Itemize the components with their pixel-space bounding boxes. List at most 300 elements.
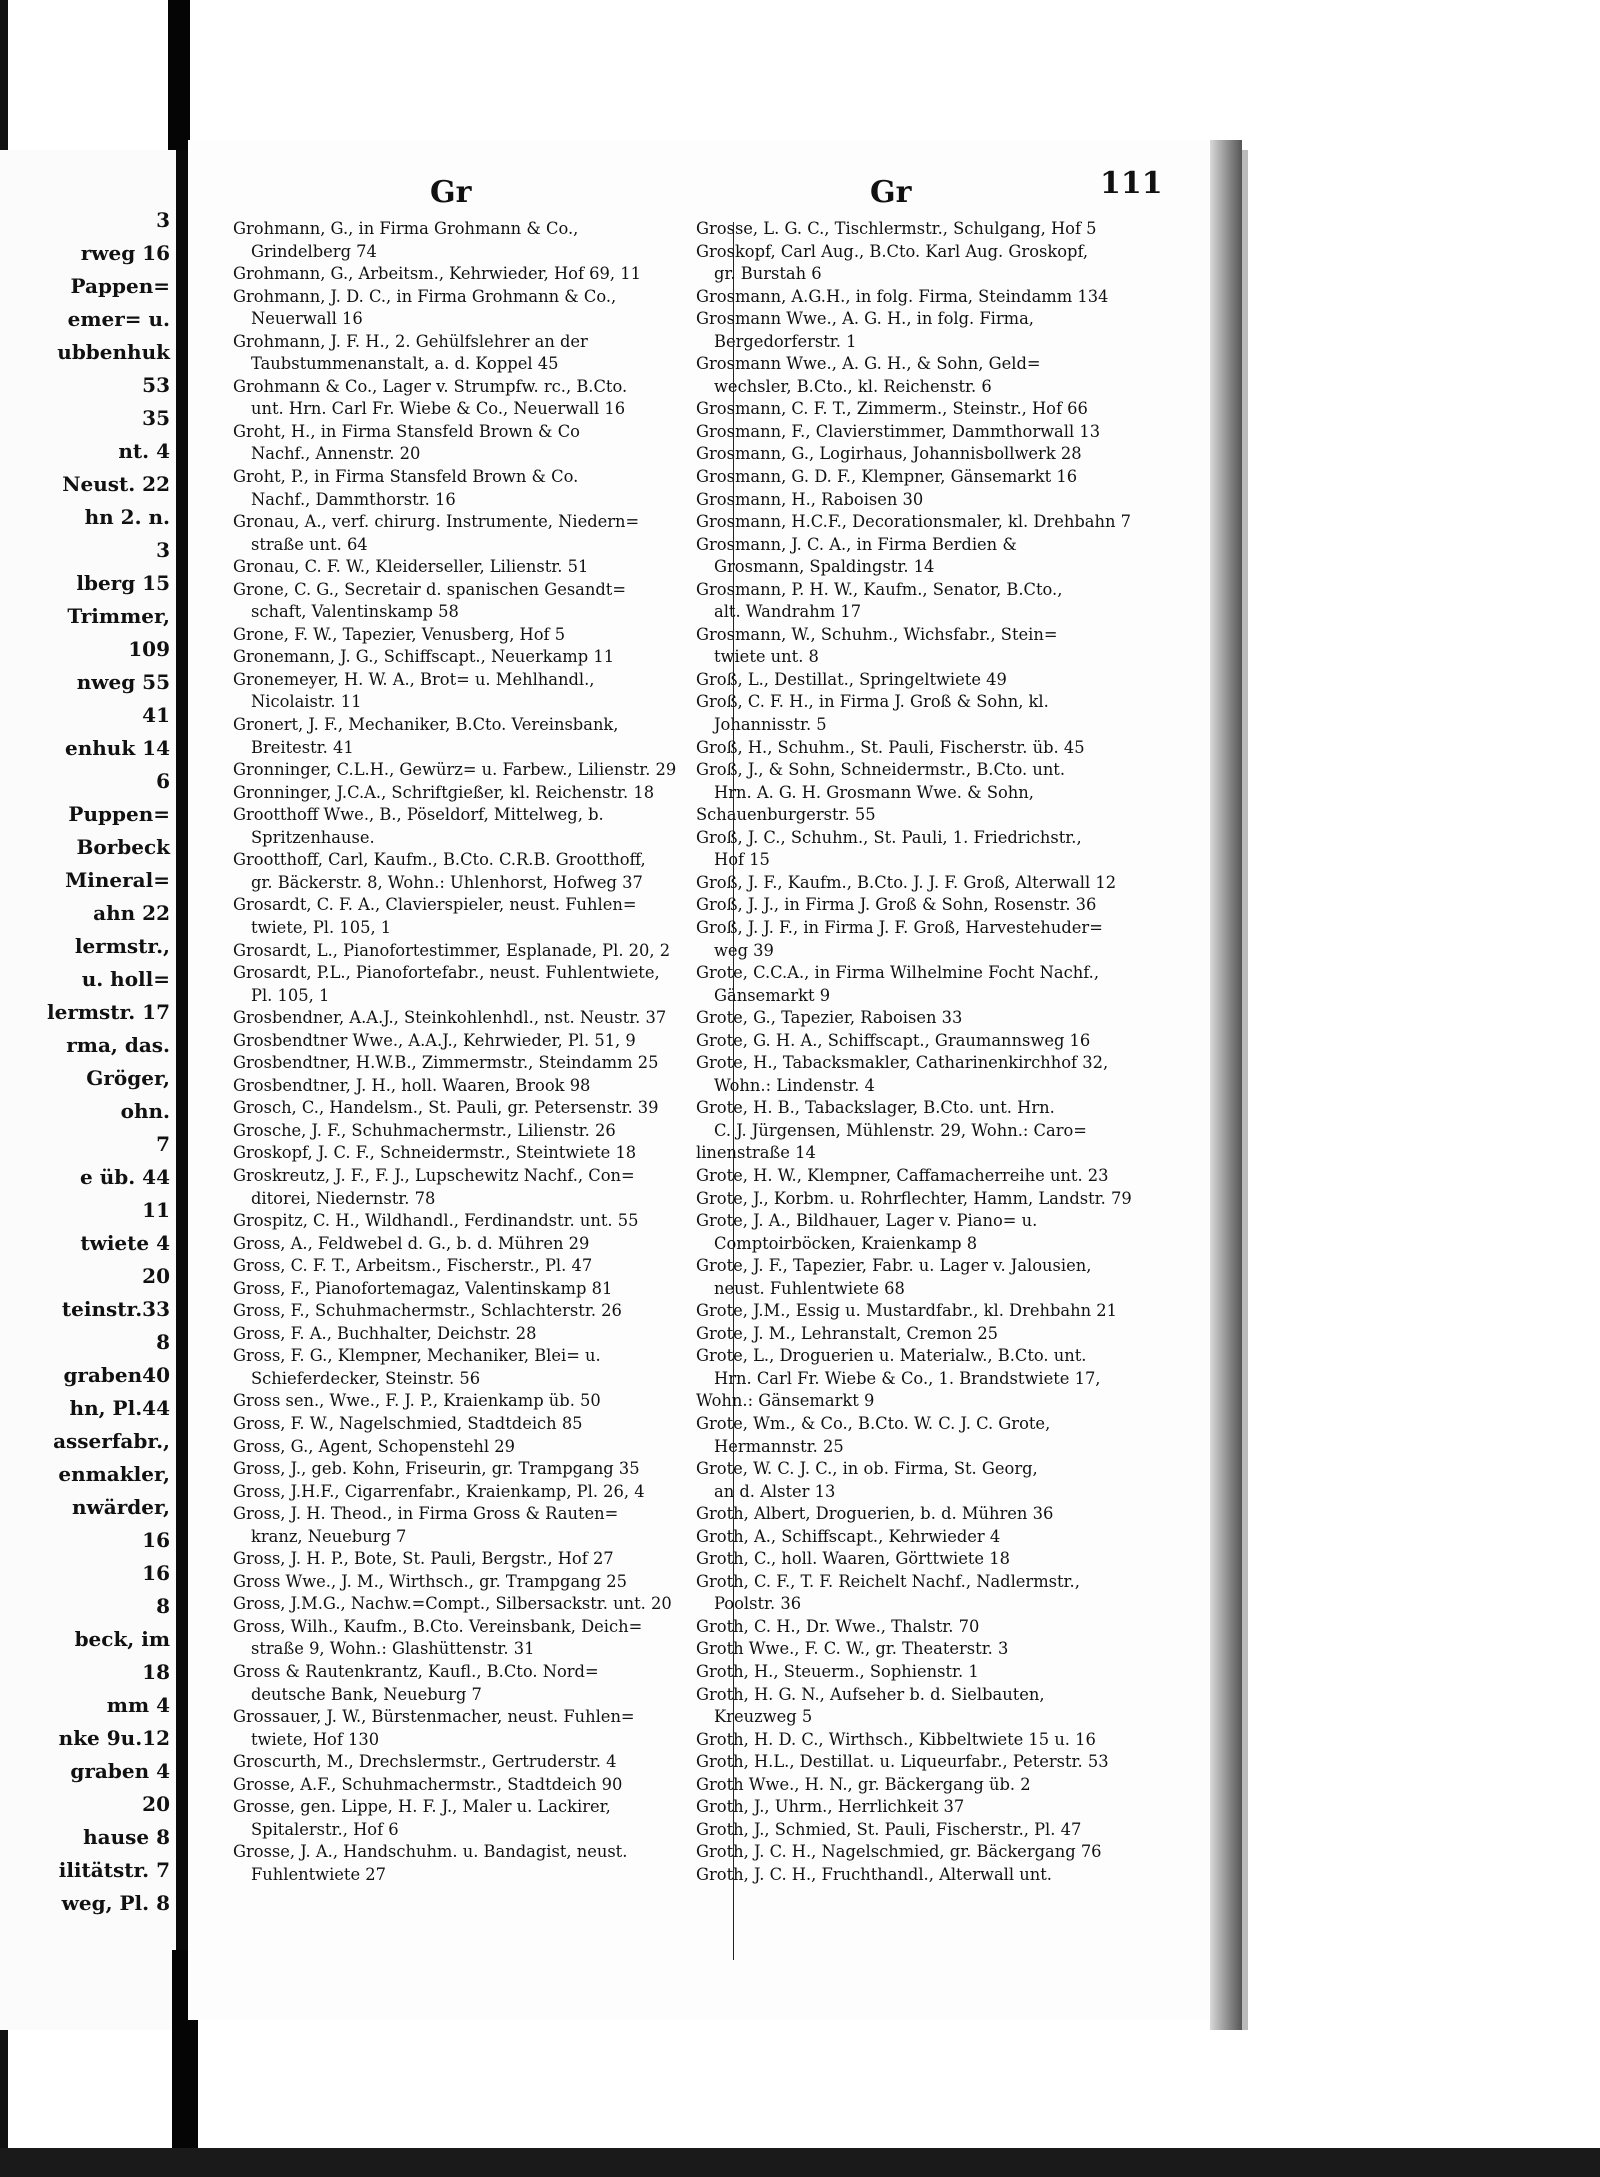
directory-entry bbox=[696, 1616, 1170, 1639]
directory-entry bbox=[696, 669, 1170, 692]
facing-page-text: lermstr. 17 bbox=[47, 1000, 170, 1024]
directory-entry bbox=[696, 1774, 1170, 1797]
directory-entry bbox=[696, 421, 1170, 444]
entry-continuation: Taubstummenanstalt, a. d. Koppel 45 bbox=[251, 354, 559, 374]
entry-line: Grosbendtner, J. H., holl. Waaren, Brook 98 bbox=[233, 1075, 591, 1095]
directory-entry bbox=[233, 1706, 733, 1751]
directory-entry bbox=[696, 1210, 1170, 1255]
directory-entry bbox=[233, 1436, 733, 1459]
entry-line: Grote, C.C.A., in Firma Wilhelmine Focht Nachf., bbox=[696, 963, 1099, 983]
facing-page-text: lberg 15 bbox=[76, 571, 170, 595]
facing-page-text: 41 bbox=[142, 703, 170, 727]
entry-line: Grosch, C., Handelsm., St. Pauli, gr. Petersenstr. 39 bbox=[233, 1098, 659, 1118]
entry-continuation: Schieferdecker, Steinstr. 56 bbox=[251, 1368, 481, 1388]
entry-line: Grote, H. W., Klempner, Caffamacherreihe unt. 23 bbox=[696, 1165, 1109, 1185]
directory-entry bbox=[696, 962, 1170, 1007]
directory-entry bbox=[233, 1751, 733, 1774]
entry-line: Gross & Rautenkrantz, Kaufl., B.Cto. Nord= bbox=[233, 1662, 599, 1681]
entry-line: Groskopf, Carl Aug., B.Cto. Karl Aug. Groskopf, bbox=[696, 241, 1089, 261]
directory-entry bbox=[233, 1345, 733, 1390]
entry-line: Schauenburgerstr. 55 bbox=[696, 805, 876, 825]
directory-entry bbox=[233, 782, 733, 805]
directory-entry bbox=[233, 376, 733, 421]
entry-continuation: wechsler, B.Cto., kl. Reichenstr. 6 bbox=[714, 376, 992, 396]
entry-line: Grootthoff, Carl, Kaufm., B.Cto. C.R.B. Grootthoff, bbox=[233, 850, 646, 870]
entry-line: Wohn.: Gänsemarkt 9 bbox=[696, 1391, 875, 1411]
directory-entry bbox=[696, 1571, 1170, 1616]
directory-entry bbox=[233, 263, 733, 286]
facing-page-text: Borbeck bbox=[76, 835, 170, 859]
directory-entry bbox=[233, 940, 733, 963]
directory-entry bbox=[233, 1661, 733, 1706]
entry-line: Grosmann Wwe., A. G. H., & Sohn, Geld= bbox=[696, 354, 1041, 374]
directory-entry bbox=[696, 759, 1170, 804]
facing-page-text: hn 2. n. bbox=[84, 505, 170, 529]
directory-entry bbox=[696, 827, 1170, 872]
entry-continuation: Comptoirböcken, Kraienkamp 8 bbox=[714, 1233, 978, 1253]
entry-line: Gross, J., geb. Kohn, Friseurin, gr. Trampgang 35 bbox=[233, 1459, 640, 1479]
entry-line: Gross, F. A., Buchhalter, Deichstr. 28 bbox=[233, 1323, 537, 1343]
entry-line: Groth Wwe., H. N., gr. Bäckergang üb. 2 bbox=[696, 1774, 1031, 1794]
entry-line: Grote, J., Korbm. u. Rohrflechter, Hamm, Landstr. 79 bbox=[696, 1188, 1132, 1208]
directory-entry bbox=[696, 1345, 1170, 1390]
facing-page-text: Gröger, bbox=[86, 1066, 170, 1090]
entry-continuation: schaft, Valentinskamp 58 bbox=[251, 602, 459, 622]
entry-line: Groth, H. G. N., Aufseher b. d. Sielbauten, bbox=[696, 1684, 1045, 1704]
facing-page-text: nke 9u.12 bbox=[58, 1726, 170, 1750]
directory-entry bbox=[233, 1233, 733, 1256]
facing-page-text: enmakler, bbox=[58, 1462, 170, 1486]
directory-entry bbox=[696, 894, 1170, 917]
entry-line: Grosmann, G., Logirhaus, Johannisbollwerk 28 bbox=[696, 444, 1082, 464]
entry-line: Grosmann, P. H. W., Kaufm., Senator, B.Cto., bbox=[696, 579, 1063, 599]
entry-line: Gross, F., Pianofortemagaz, Valentinskamp 81 bbox=[233, 1278, 613, 1298]
entry-continuation: straße 9, Wohn.: Glashüttenstr. 31 bbox=[251, 1639, 535, 1659]
directory-entry bbox=[233, 1841, 733, 1886]
entry-line: Groß, C. F. H., in Firma J. Groß & Sohn, kl. bbox=[696, 692, 1049, 712]
directory-entry bbox=[233, 466, 733, 511]
entry-continuation: neust. Fuhlentwiete 68 bbox=[714, 1278, 905, 1298]
entry-continuation: Grindelberg 74 bbox=[251, 241, 377, 261]
entry-line: Groß, L., Destillat., Springeltwiete 49 bbox=[696, 669, 1007, 689]
entry-line: Gronau, C. F. W., Kleiderseller, Lilienstr. 51 bbox=[233, 557, 589, 577]
directory-entry bbox=[696, 1390, 1170, 1413]
entry-continuation: Hof 15 bbox=[714, 850, 770, 870]
entry-line: linenstraße 14 bbox=[696, 1143, 816, 1163]
directory-entry bbox=[696, 353, 1170, 398]
facing-page-text: Neust. 22 bbox=[62, 472, 170, 496]
entry-continuation: Poolstr. 36 bbox=[714, 1594, 802, 1614]
facing-page-text: graben 4 bbox=[70, 1759, 170, 1783]
facing-page-text: asserfabr., bbox=[53, 1429, 170, 1453]
directory-entry bbox=[696, 1188, 1170, 1211]
directory-entry bbox=[696, 1142, 1170, 1165]
directory-entry bbox=[696, 466, 1170, 489]
directory-entry bbox=[233, 1796, 733, 1841]
facing-page-text: ubbenhuk bbox=[57, 340, 170, 364]
directory-entry bbox=[696, 917, 1170, 962]
entries-column-left bbox=[233, 218, 733, 1886]
directory-entry bbox=[233, 894, 733, 939]
directory-entry bbox=[696, 1841, 1170, 1864]
facing-page-text: mm 4 bbox=[106, 1693, 170, 1717]
entry-line: Gronemeyer, H. W. A., Brot= u. Mehlhandl., bbox=[233, 669, 595, 689]
entry-continuation: Nachf., Annenstr. 20 bbox=[251, 444, 421, 464]
entry-line: Grosse, J. A., Handschuhm. u. Bandagist, neust. bbox=[233, 1842, 628, 1862]
entry-line: Grosbendner, A.A.J., Steinkohlenhdl., nst. Neustr. 37 bbox=[233, 1008, 667, 1028]
directory-entry bbox=[233, 218, 733, 263]
directory-entry bbox=[696, 1864, 1170, 1887]
facing-page-text: Puppen= bbox=[68, 802, 170, 826]
facing-page-text: hause 8 bbox=[83, 1825, 170, 1849]
directory-entry bbox=[233, 714, 733, 759]
entry-line: Grosse, gen. Lippe, H. F. J., Maler u. Lackirer, bbox=[233, 1797, 611, 1817]
directory-entry bbox=[696, 241, 1170, 286]
facing-page-text: 16 bbox=[142, 1528, 170, 1552]
directory-entry bbox=[696, 1052, 1170, 1097]
entry-continuation: ditorei, Niedernstr. 78 bbox=[251, 1188, 436, 1208]
entry-line: Grote, J. F., Tapezier, Fabr. u. Lager v. Jalousien, bbox=[696, 1256, 1092, 1276]
directory-entry bbox=[696, 1007, 1170, 1030]
running-head-left: Gr bbox=[430, 175, 472, 210]
entry-line: Grote, J. M., Lehranstalt, Cremon 25 bbox=[696, 1323, 999, 1343]
entry-continuation: Hermannstr. 25 bbox=[714, 1436, 844, 1456]
facing-page-text: enhuk 14 bbox=[65, 736, 170, 760]
directory-entry bbox=[233, 421, 733, 466]
entry-line: Grote, H., Tabacksmakler, Catharinenkirchhof 32, bbox=[696, 1053, 1109, 1073]
entry-line: Grosardt, P.L., Pianofortefabr., neust. Fuhlentwiete, bbox=[233, 963, 660, 983]
facing-page-text: u. holl= bbox=[81, 967, 170, 991]
facing-page-text: rma, das. bbox=[66, 1033, 170, 1057]
facing-page-text: Pappen= bbox=[70, 274, 170, 298]
directory-entry bbox=[233, 511, 733, 556]
facing-page-text: beck, im bbox=[74, 1627, 170, 1651]
facing-page-text: 20 bbox=[142, 1264, 170, 1288]
entry-line: Groß, J., & Sohn, Schneidermstr., B.Cto. unt. bbox=[696, 760, 1066, 780]
directory-entry bbox=[233, 286, 733, 331]
directory-entry bbox=[233, 669, 733, 714]
facing-page-text: 8 bbox=[156, 1330, 170, 1354]
facing-page-text: nweg 55 bbox=[76, 670, 170, 694]
directory-entry bbox=[233, 1210, 733, 1233]
entry-line: Grote, H. B., Tabackslager, B.Cto. unt. Hrn. bbox=[696, 1098, 1055, 1118]
entry-continuation: unt. Hrn. Carl Fr. Wiebe & Co., Neuerwall 16 bbox=[251, 399, 626, 419]
directory-entry bbox=[233, 1571, 733, 1594]
entry-line: Groth, J., Uhrm., Herrlichkeit 37 bbox=[696, 1797, 965, 1817]
entry-line: Grosbendtner Wwe., A.A.J., Kehrwieder, Pl. 51, 9 bbox=[233, 1030, 636, 1050]
directory-entry bbox=[233, 1774, 733, 1797]
entry-line: Groß, J. F., Kaufm., B.Cto. J. J. F. Groß, Alterwall 12 bbox=[696, 872, 1117, 892]
directory-entry bbox=[696, 1638, 1170, 1661]
facing-page-text: lermstr., bbox=[74, 934, 170, 958]
entry-line: Gross, F. W., Nagelschmied, Stadtdeich 85 bbox=[233, 1413, 583, 1433]
facing-page-text: 53 bbox=[142, 373, 170, 397]
facing-page-text: rweg 16 bbox=[80, 241, 170, 265]
page-edge bbox=[1242, 150, 1248, 2030]
directory-entry bbox=[233, 646, 733, 669]
directory-entry bbox=[233, 1548, 733, 1571]
entry-line: Grosmann, H., Raboisen 30 bbox=[696, 489, 924, 509]
facing-page-text: Trimmer, bbox=[67, 604, 170, 628]
entry-continuation: Johannisstr. 5 bbox=[714, 715, 827, 735]
directory-entry bbox=[233, 1142, 733, 1165]
directory-entry bbox=[233, 1616, 733, 1661]
entry-line: Grosmann, G. D. F., Klempner, Gänsemarkt 16 bbox=[696, 467, 1078, 487]
directory-entry bbox=[233, 579, 733, 624]
scan-bottom-band bbox=[0, 2148, 1600, 2177]
entry-continuation: straße unt. 64 bbox=[251, 534, 368, 554]
entry-continuation: gr. Bäckerstr. 8, Wohn.: Uhlenhorst, Hofweg 37 bbox=[251, 872, 643, 892]
directory-entry bbox=[233, 624, 733, 647]
entry-continuation: Gänsemarkt 9 bbox=[714, 985, 831, 1005]
entry-continuation: Breitestr. 41 bbox=[251, 737, 354, 757]
directory-entry bbox=[233, 1278, 733, 1301]
entry-continuation: Wohn.: Lindenstr. 4 bbox=[714, 1075, 875, 1095]
entry-line: Grone, C. G., Secretair d. spanischen Gesandt= bbox=[233, 579, 626, 599]
facing-page-text: nt. 4 bbox=[118, 439, 170, 463]
entry-line: Groth, A., Schiffscapt., Kehrwieder 4 bbox=[696, 1526, 1001, 1546]
directory-entry bbox=[696, 1751, 1170, 1774]
entry-continuation: Spitalerstr., Hof 6 bbox=[251, 1819, 399, 1839]
directory-entry bbox=[233, 1300, 733, 1323]
entry-continuation: Spritzenhause. bbox=[251, 827, 375, 847]
facing-page-text: nwärder, bbox=[71, 1495, 170, 1519]
directory-entry bbox=[233, 1503, 733, 1548]
entry-line: Groskreutz, J. F., F. J., Lupschewitz Nachf., Con= bbox=[233, 1165, 635, 1185]
entry-continuation: Nicolaistr. 11 bbox=[251, 692, 362, 712]
entry-line: Grote, Wm., & Co., B.Cto. W. C. J. C. Grote, bbox=[696, 1413, 1051, 1433]
facing-page-text: 7 bbox=[156, 1132, 170, 1156]
entry-line: Grote, J. A., Bildhauer, Lager v. Piano= u. bbox=[696, 1211, 1038, 1231]
entry-line: Groth, C., holl. Waaren, Görttwiete 18 bbox=[696, 1549, 1010, 1569]
facing-page-text: teinstr.33 bbox=[61, 1297, 170, 1321]
entry-line: Grosmann, H.C.F., Decorationsmaler, kl. Drehbahn 7 bbox=[696, 512, 1131, 532]
entry-line: Grosardt, L., Pianofortestimmer, Esplanade, Pl. 20, 2 bbox=[233, 940, 671, 960]
entries-column-right bbox=[696, 218, 1170, 1886]
directory-entry bbox=[233, 1413, 733, 1436]
directory-entry bbox=[696, 218, 1170, 241]
entry-continuation: an d. Alster 13 bbox=[714, 1481, 836, 1501]
entry-line: Grosardt, C. F. A., Clavierspieler, neust. Fuhlen= bbox=[233, 895, 637, 915]
entry-line: Grosse, A.F., Schuhmachermstr., Stadtdeich 90 bbox=[233, 1774, 623, 1794]
directory-entry bbox=[233, 1390, 733, 1413]
entry-line: Grote, J.M., Essig u. Mustardfabr., kl. Drehbahn 21 bbox=[696, 1301, 1118, 1321]
entry-continuation: kranz, Neueburg 7 bbox=[251, 1526, 407, 1546]
entry-line: Gross, J.H.F., Cigarrenfabr., Kraienkamp, Pl. 26, 4 bbox=[233, 1481, 645, 1501]
directory-entry bbox=[696, 1030, 1170, 1053]
entry-line: Grosmann Wwe., A. G. H., in folg. Firma, bbox=[696, 309, 1034, 329]
entry-line: Gross, J. H. Theod., in Firma Gross & Rauten= bbox=[233, 1504, 619, 1524]
facing-page-text: 3 bbox=[156, 208, 170, 232]
directory-entry bbox=[696, 737, 1170, 760]
directory-entry bbox=[696, 1097, 1170, 1142]
entry-line: Grote, W. C. J. C., in ob. Firma, St. Georg, bbox=[696, 1459, 1038, 1479]
directory-entry bbox=[696, 872, 1170, 895]
entry-continuation: twiete, Hof 130 bbox=[251, 1729, 380, 1749]
entry-line: Groht, P., in Firma Stansfeld Brown & Co. bbox=[233, 467, 579, 487]
entry-line: Gross, J. H. P., Bote, St. Pauli, Bergstr., Hof 27 bbox=[233, 1549, 614, 1569]
entry-line: Gronninger, C.L.H., Gewürz= u. Farbew., Lilienstr. 29 bbox=[233, 760, 677, 780]
entry-line: Groth, J., Schmied, St. Pauli, Fischerstr., Pl. 47 bbox=[696, 1819, 1082, 1839]
directory-entry bbox=[233, 331, 733, 376]
facing-page-text: Mineral= bbox=[65, 868, 170, 892]
directory-entry bbox=[233, 1052, 733, 1075]
facing-page-text: ahn 22 bbox=[93, 901, 170, 925]
directory-entry bbox=[233, 1255, 733, 1278]
directory-entry bbox=[233, 759, 733, 782]
entry-continuation: deutsche Bank, Neueburg 7 bbox=[251, 1684, 482, 1704]
directory-entry bbox=[233, 1458, 733, 1481]
directory-entry bbox=[696, 579, 1170, 624]
entry-continuation: weg 39 bbox=[714, 940, 774, 960]
directory-entry bbox=[696, 1503, 1170, 1526]
running-head-right: Gr bbox=[870, 175, 912, 210]
entry-continuation: Pl. 105, 1 bbox=[251, 985, 330, 1005]
directory-entry bbox=[696, 1526, 1170, 1549]
entry-line: Groth, J. C. H., Nagelschmied, gr. Bäckergang 76 bbox=[696, 1842, 1102, 1862]
directory-entry bbox=[233, 1075, 733, 1098]
directory-entry bbox=[233, 962, 733, 1007]
directory-entry bbox=[233, 1165, 733, 1210]
facing-page-text: 16 bbox=[142, 1561, 170, 1585]
entry-line: Grosbendtner, H.W.B., Zimmermstr., Steindamm 25 bbox=[233, 1053, 659, 1073]
facing-page-text: 6 bbox=[156, 769, 170, 793]
facing-page-text: graben40 bbox=[63, 1363, 170, 1387]
directory-entry bbox=[696, 1684, 1170, 1729]
entry-line: Gross, Wilh., Kaufm., B.Cto. Vereinsbank, Deich= bbox=[233, 1616, 643, 1636]
entry-line: Gronninger, J.C.A., Schriftgießer, kl. Reichenstr. 18 bbox=[233, 782, 655, 802]
facing-page-text: weg, Pl. 8 bbox=[61, 1891, 170, 1915]
facing-page-text: 35 bbox=[142, 406, 170, 430]
entry-line: Gross, G., Agent, Schopenstehl 29 bbox=[233, 1436, 516, 1456]
facing-page-text: hn, Pl.44 bbox=[69, 1396, 170, 1420]
entry-line: Grote, G., Tapezier, Raboisen 33 bbox=[696, 1008, 963, 1028]
entry-line: Grosmann, C. F. T., Zimmerm., Steinstr., Hof 66 bbox=[696, 399, 1088, 419]
directory-entry bbox=[696, 511, 1170, 534]
entry-continuation: Grosmann, Spaldingstr. 14 bbox=[714, 557, 935, 577]
directory-entry bbox=[696, 1413, 1170, 1458]
entry-line: Grosse, L. G. C., Tischlermstr., Schulgang, Hof 5 bbox=[696, 219, 1097, 238]
directory-entry bbox=[696, 308, 1170, 353]
entry-line: Grohmann, J. D. C., in Firma Grohmann & Co., bbox=[233, 286, 617, 306]
directory-entry bbox=[696, 1255, 1170, 1300]
facing-page-fragment bbox=[0, 150, 182, 2030]
directory-entry bbox=[233, 1120, 733, 1143]
entry-line: Grote, G. H. A., Schiffscapt., Graumannsweg 16 bbox=[696, 1030, 1091, 1050]
entry-line: Groß, J. J., in Firma J. Groß & Sohn, Rosenstr. 36 bbox=[696, 895, 1097, 915]
facing-page-text: ohn. bbox=[120, 1099, 170, 1123]
entry-continuation: Hrn. Carl Fr. Wiebe & Co., 1. Brandstwiete 17, bbox=[714, 1368, 1101, 1388]
entry-line: Groth, C. H., Dr. Wwe., Thalstr. 70 bbox=[696, 1616, 980, 1636]
entry-continuation: Nachf., Dammthorstr. 16 bbox=[251, 489, 456, 509]
entry-line: Grohmann, J. F. H., 2. Gehülfslehrer an der bbox=[233, 331, 588, 351]
entry-continuation: twiete unt. 8 bbox=[714, 647, 819, 667]
directory-entry bbox=[233, 1007, 733, 1030]
entry-line: Groth, H. D. C., Wirthsch., Kibbeltwiete 15 u. 16 bbox=[696, 1729, 1096, 1749]
entry-line: Groß, H., Schuhm., St. Pauli, Fischerstr. üb. 45 bbox=[696, 737, 1085, 757]
directory-entry bbox=[696, 1458, 1170, 1503]
directory-entry bbox=[696, 1729, 1170, 1752]
book-gutter-top bbox=[168, 0, 190, 150]
entry-line: Groskopf, J. C. F., Schneidermstr., Steintwiete 18 bbox=[233, 1143, 637, 1163]
directory-entry bbox=[696, 443, 1170, 466]
directory-entry bbox=[233, 849, 733, 894]
entry-line: Gross Wwe., J. M., Wirthsch., gr. Trampgang 25 bbox=[233, 1571, 627, 1591]
entry-line: Grospitz, C. H., Wildhandl., Ferdinandstr. unt. 55 bbox=[233, 1211, 639, 1231]
directory-entry bbox=[696, 624, 1170, 669]
directory-entry bbox=[696, 1661, 1170, 1684]
facing-page-text: 18 bbox=[142, 1660, 170, 1684]
entry-line: Grosmann, A.G.H., in folg. Firma, Steindamm 134 bbox=[696, 286, 1109, 306]
entry-continuation: Neuerwall 16 bbox=[251, 309, 363, 329]
directory-entry bbox=[696, 286, 1170, 309]
directory-entry bbox=[696, 489, 1170, 512]
facing-page-text: 11 bbox=[142, 1198, 170, 1222]
entry-line: Groth, Albert, Droguerien, b. d. Mühren 36 bbox=[696, 1504, 1054, 1524]
entry-line: Gross, J.M.G., Nachw.=Compt., Silbersackstr. unt. 20 bbox=[233, 1594, 672, 1614]
entry-line: Grone, F. W., Tapezier, Venusberg, Hof 5 bbox=[233, 624, 566, 644]
directory-entry bbox=[696, 1323, 1170, 1346]
directory-entry bbox=[696, 1819, 1170, 1842]
facing-page-text: e üb. 44 bbox=[80, 1165, 170, 1189]
entry-line: Grote, L., Droguerien u. Materialw., B.Cto. unt. bbox=[696, 1346, 1087, 1366]
directory-entry bbox=[233, 1323, 733, 1346]
entry-continuation: Kreuzweg 5 bbox=[714, 1707, 813, 1727]
directory-entry bbox=[696, 1796, 1170, 1819]
directory-entry bbox=[233, 1097, 733, 1120]
facing-page-text: 20 bbox=[142, 1792, 170, 1816]
entry-line: Groth, H., Steuerm., Sophienstr. 1 bbox=[696, 1662, 979, 1681]
directory-entry bbox=[233, 1030, 733, 1053]
entry-line: Gross, A., Feldwebel d. G., b. d. Mühren 29 bbox=[233, 1233, 590, 1253]
page-number: 111 bbox=[1100, 166, 1163, 201]
directory-entry bbox=[696, 534, 1170, 579]
facing-page-text: ilitätstr. 7 bbox=[58, 1858, 170, 1882]
directory-entry bbox=[696, 1548, 1170, 1571]
entry-line: Grootthoff Wwe., B., Pöseldorf, Mittelweg, b. bbox=[233, 805, 604, 825]
entry-line: Grohmann, G., Arbeitsm., Kehrwieder, Hof 69, 11 bbox=[233, 264, 641, 284]
directory-entry bbox=[233, 1593, 733, 1616]
entry-continuation: twiete, Pl. 105, 1 bbox=[251, 917, 392, 937]
entry-line: Groß, J. C., Schuhm., St. Pauli, 1. Friedrichstr., bbox=[696, 827, 1082, 847]
facing-page-text: 109 bbox=[128, 637, 170, 661]
entry-continuation: Bergedorferstr. 1 bbox=[714, 331, 857, 351]
entry-line: Gross sen., Wwe., F. J. P., Kraienkamp üb. 50 bbox=[233, 1391, 601, 1411]
entry-continuation: gr. Burstah 6 bbox=[714, 264, 822, 284]
facing-page-text: emer= u. bbox=[67, 307, 170, 331]
entry-line: Groth, J. C. H., Fruchthandl., Alterwall unt. bbox=[696, 1864, 1052, 1884]
entry-line: Gross, F., Schuhmachermstr., Schlachterstr. 26 bbox=[233, 1301, 622, 1321]
entry-continuation: Hrn. A. G. H. Grosmann Wwe. & Sohn, bbox=[714, 782, 1034, 802]
entry-line: Groscurth, M., Drechslermstr., Gertruderstr. 4 bbox=[233, 1752, 617, 1772]
entry-line: Grossauer, J. W., Bürstenmacher, neust. Fuhlen= bbox=[233, 1707, 635, 1727]
entry-line: Grosmann, F., Clavierstimmer, Dammthorwall 13 bbox=[696, 421, 1101, 441]
entry-continuation: Fuhlentwiete 27 bbox=[251, 1864, 386, 1884]
entry-continuation: C. J. Jürgensen, Mühlenstr. 29, Wohn.: Caro= bbox=[714, 1120, 1087, 1140]
entry-line: Gronau, A., verf. chirurg. Instrumente, Niedern= bbox=[233, 512, 640, 532]
facing-page-text: 8 bbox=[156, 1594, 170, 1618]
entry-continuation: alt. Wandrahm 17 bbox=[714, 602, 862, 622]
directory-entry bbox=[696, 1165, 1170, 1188]
entry-line: Grosmann, J. C. A., in Firma Berdien & bbox=[696, 534, 1017, 554]
directory-entry bbox=[696, 691, 1170, 736]
directory-entry bbox=[233, 804, 733, 849]
directory-entry bbox=[696, 804, 1170, 827]
facing-page-text: 3 bbox=[156, 538, 170, 562]
entry-line: Grosche, J. F., Schuhmachermstr., Lilienstr. 26 bbox=[233, 1120, 616, 1140]
entry-line: Grohmann & Co., Lager v. Strumpfw. rc., B.Cto. bbox=[233, 376, 628, 396]
facing-page-text: twiete 4 bbox=[80, 1231, 170, 1255]
